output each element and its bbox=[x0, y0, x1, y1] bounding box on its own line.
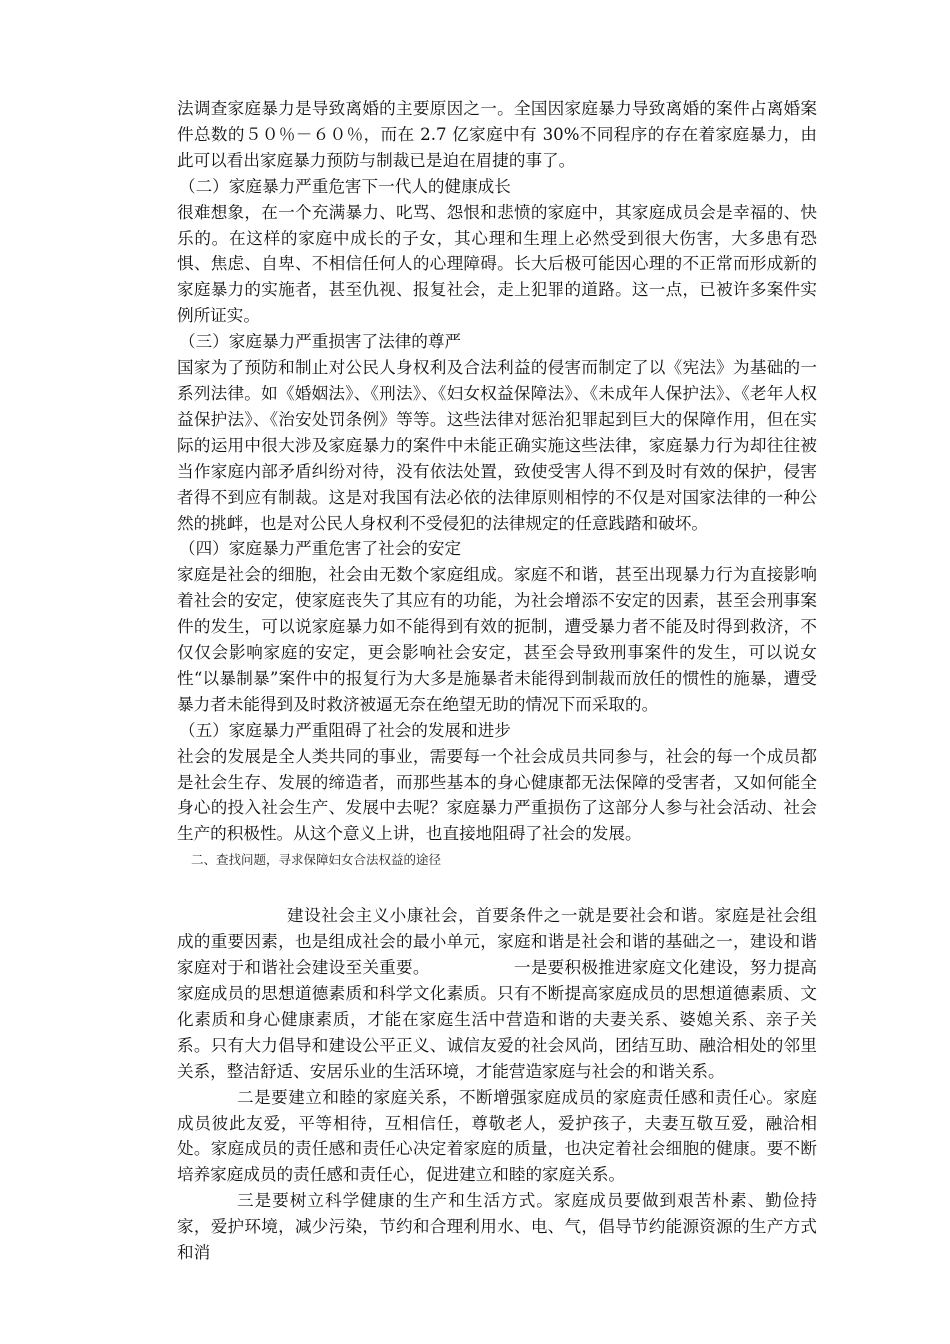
paragraph: 很难想象，在一个充满暴力、叱骂、怨恨和悲愤的家庭中，其家庭成员会是幸福的、快乐的。在这样的家庭中成长的子女，其心理和生理上必然受到很大伤害，大多患有恐惧、焦虑、自卑、不相信任何人的心理障碍。长大后极可能因心理的不正常而形成新的家庭暴力的实施者，甚至仇视、报复社会，走上犯罪的道路。这一点，已被许多案件实例所证实。 bbox=[177, 202, 817, 326]
paragraph: 社会的发展是全人类共同的事业，需要每一个社会成员共同参与，社会的每一个成员都是社会生存、发展的缔造者，而那些基本的身心健康都无法保障的受害者，又如何能全身心的投入社会生产、发展中去呢？家庭暴力严重损伤了这部分人参与社会活动、社会生产的积极性。从这个意义上讲，也直接地阻碍了社会的发展。 bbox=[177, 746, 817, 844]
paragraph: 二是要建立和睦的家庭关系，不断增强家庭成员的家庭责任感和责任心。家庭成员彼此友爱，平等相待，互相信任，尊敬老人，爱护孩子，夫妻互敬互爱，融洽相处。家庭成员的责任感和责任心决定着家庭的质量，也决定着社会细胞的健康。要不断培养家庭成员的责任感和责任心，促进建立和睦的家庭关系。 bbox=[177, 1087, 817, 1185]
paragraph bbox=[177, 903, 817, 1084]
paragraph: 法调查家庭暴力是导致离婚的主要原因之一。全国因家庭暴力导致离婚的案件占离婚案件总数的５０％－６０％，而在 2.7 亿家庭中有 30%不同程序的存在着家庭暴力，由此可以看出家庭暴力预防与制裁已是迫在眉捷的事了。 bbox=[177, 99, 817, 170]
paragraph: 家庭是社会的细胞，社会由无数个家庭组成。家庭不和谐，甚至出现暴力行为直接影响着社会的安定，使家庭丧失了其应有的功能，为社会增添不安定的因素，甚至会刑事案件的发生，可以说家庭暴力如不能得到有效的扼制，遭受暴力者不能及时得到救济，不仅仅会影响家庭的安定，更会影响社会安定，甚至会导致刑事案件的发生，可以说女性“以暴制暴”案件中的报复行为大多是施暴者未能得到制裁而放任的惯性的施暴，遭受暴力者未能得到及时救济被逼无奈在绝望无助的情况下而采取的。 bbox=[177, 565, 817, 714]
section-heading: （五）家庭暴力严重阻碍了社会的发展和进步 bbox=[179, 720, 511, 740]
section-heading: （四）家庭暴力严重危害了社会的安定 bbox=[179, 539, 462, 559]
paragraph-text: 一是要积极推进家庭文化建设，努力提高家庭成员的思想道德素质和科学文化素质。只有不断提高家庭成员的思想道德素质、文化素质和身心健康素质，才能在家庭生活中营造和谐的夫妻关系、婆媳关系、亲子关系。只有大力倡导和建设公平正义、诚信友爱的社会风尚，团结互助、融洽相处的邻里关系，整洁舒适、安居乐业的生活环境，才能营造家庭与社会的和谐关系。 bbox=[177, 958, 818, 1081]
paragraph-text: 建设社会主义小康社会，首要条件之一就是要社会和谐。家庭是社会组成的重要因素，也是组成社会的最小单元，家庭和谐是社会和谐的基础之一，建设和谐家庭对于和谐社会建设至关重要。 bbox=[177, 906, 817, 978]
paragraph: 国家为了预防和制止对公民人身权利及合法利益的侵害而制定了以《宪法》为基础的一系列法律。如《婚姻法》、《刑法》、《妇女权益保障法》、《未成年人保护法》、《老年人权益保护法》、《治安处罚条例》等等。这些法律对惩治犯罪起到巨大的保障作用，但在实际的运用中很大涉及家庭暴力的案件中未能正确实施这些法律，家庭暴力行为却往往被当作家庭内部矛盾纠纷对待，没有依法处置，致使受害人得不到及时有效的保护，侵害者得不到应有制裁。这是对我国有法必依的法律原则相悖的不仅是对国家法律的一种公然的挑衅，也是对公民人身权利不受侵犯的法律规定的任意践踏和破坏。 bbox=[177, 358, 817, 533]
paragraph: 三是要树立科学健康的生产和生活方式。家庭成员要做到艰苦朴素、勤俭持家，爱护环境，减少污染，节约和合理利用水、电、气，倡导节约能源资源的生产方式和消 bbox=[177, 1191, 817, 1263]
part-two-heading: 二、查找问题，寻求保障妇女合法权益的途径 bbox=[191, 852, 442, 868]
section-heading: （三）家庭暴力严重损害了法律的尊严 bbox=[179, 332, 462, 352]
document-page bbox=[177, 96, 817, 1266]
blank-line bbox=[177, 872, 817, 903]
section-heading: （二）家庭暴力严重危害下一代人的健康成长 bbox=[179, 176, 511, 196]
